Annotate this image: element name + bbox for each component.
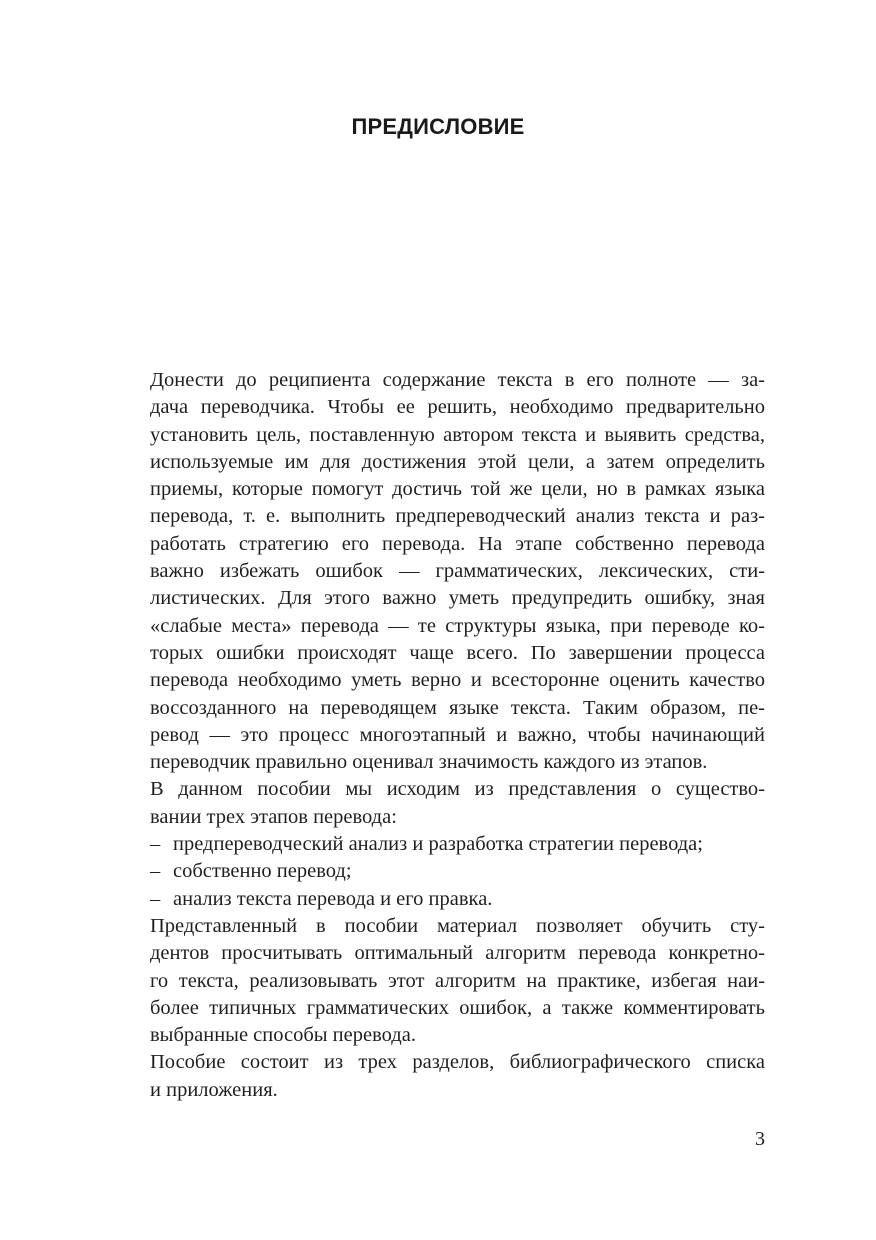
text-line: дача переводчика. Чтобы ее решить, необходимо предварительно: [150, 396, 765, 419]
text-line: В данном пособии мы исходим из представления о существо-: [150, 778, 765, 801]
text-line: дентов просчитывать оптимальный алгоритм перевода конкретно-: [150, 942, 765, 965]
stages-list: [113, 831, 765, 913]
text-line: более типичных грамматических ошибок, а также комментировать: [150, 996, 765, 1019]
text-line: вании трех этапов перевода:: [150, 805, 397, 828]
list-dash: –: [150, 887, 161, 910]
paragraph-2: [113, 776, 765, 831]
list-item: [113, 831, 765, 858]
list-dash: –: [150, 833, 161, 856]
text-line: го текста, реализовывать этот алгоритм на практике, избегая наи-: [150, 969, 765, 992]
list-item: [113, 886, 765, 913]
text-line: важно избежать ошибок — грамматических, лексических, сти-: [150, 560, 765, 583]
text-line: используемые им для достижения этой цели, а затем определить: [150, 450, 765, 473]
text-line: Представленный в пособии материал позволяет обучить сту-: [150, 914, 765, 937]
text-line: и приложения.: [150, 1078, 278, 1101]
paragraph-1: [113, 367, 765, 776]
text-line: перевода, т. е. выполнить предпереводческий анализ текста и раз-: [150, 505, 765, 528]
list-item: [113, 858, 765, 885]
text-line: ревод — это процесс многоэтапный и важно, чтобы начинающий: [150, 723, 765, 746]
text-line: воссозданного на переводящем языке текста. Таким образом, пе-: [150, 696, 765, 719]
text-line: «слабые места» перевода — те структуры языка, при переводе ко-: [150, 614, 765, 637]
text-line: работать стратегию его перевода. На этапе собственно перевода: [150, 532, 765, 555]
text-line: торых ошибки происходят чаще всего. По завершении процесса: [150, 641, 765, 664]
text-line: Пособие состоит из трех разделов, библиографического списка: [150, 1051, 765, 1074]
paragraph-3: [113, 913, 765, 1049]
text-line: Донести до реципиента содержание текста в его полноте — за-: [150, 369, 765, 391]
body-text: [113, 367, 765, 1104]
text-line: переводчик правильно оценивал значимость каждого из этапов.: [150, 751, 708, 774]
list-item-text: анализ текста перевода и его правка.: [173, 887, 493, 910]
list-dash: –: [150, 860, 161, 883]
list-item-text: собственно перевод;: [173, 860, 352, 883]
list-item-text: предпереводческий анализ и разработка стратегии перевода;: [173, 833, 703, 856]
text-line: выбранные способы перевода.: [150, 1024, 416, 1047]
text-line: приемы, которые помогут достичь той же цели, но в рамках языка: [150, 478, 765, 501]
page-number: 3: [755, 1128, 765, 1150]
text-line: установить цель, поставленную автором текста и выявить средства,: [150, 423, 765, 446]
text-line: листических. Для этого важно уметь предупредить ошибку, зная: [150, 587, 765, 610]
text-line: перевода необходимо уметь верно и всесторонне оценить качество: [150, 669, 765, 692]
page-title: ПРЕДИСЛОВИЕ: [351, 114, 525, 139]
paragraph-4: [113, 1049, 765, 1104]
